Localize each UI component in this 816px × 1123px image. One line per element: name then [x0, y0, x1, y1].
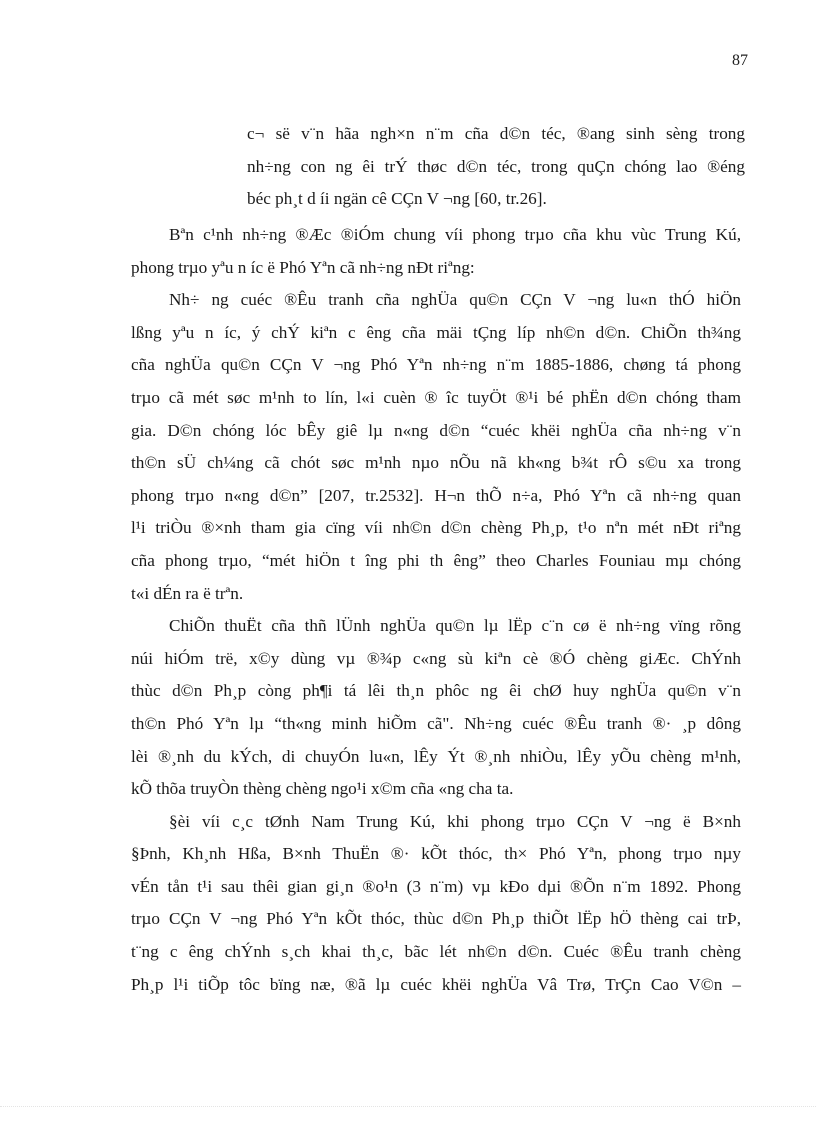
paragraph: [131, 806, 741, 1002]
text-line: Ph¸p l¹i tiÕp tôc bïng næ, ®ã lµ cuéc khëi nghÜa Vâ Trø, TrÇn Cao V©n –: [131, 974, 741, 994]
paragraph: [131, 610, 741, 806]
quote-line: c¬ së v¨n hãa ngh×n n¨m cña d©n téc, ®ang sinh sèng trong: [247, 124, 745, 143]
text-line: lèi ®¸nh du kÝch, di chuyÓn lu«n, lÊy Ýt ®¸nh nhiÒu, lÊy yÕu chèng m¹nh,: [131, 746, 741, 766]
text-line: lßng yªu n íc, ý chÝ kiªn c êng cña mäi tÇng líp nh©n d©n. ChiÕn th¾ng: [131, 322, 741, 342]
text-line: ChiÕn thuËt cña thñ lÜnh nghÜa qu©n lµ lËp c¨n cø ë nh÷ng vïng rõng: [169, 616, 741, 636]
text-line: gia. D©n chóng lóc bÊy giê lµ n«ng d©n “cuéc khëi nghÜa cña nh÷ng v¨n: [131, 420, 741, 440]
text-line: kÕ thõa truyÒn thèng chèng ngo¹i x©m cña «ng cha ta.: [131, 779, 514, 799]
text-line: Bªn c¹nh nh÷ng ®Æc ®iÓm chung víi phong trµo cña khu vùc Trung Kú,: [169, 225, 741, 244]
page-number: 87: [732, 52, 748, 69]
text-line: cña nghÜa qu©n CÇn V ¬ng Phó Yªn nh÷ng n¨m 1885-1886, chøng tá phong: [131, 355, 741, 375]
body-text: [131, 219, 741, 1001]
text-line: t¨ng c êng chÝnh s¸ch khai th¸c, bãc lét nh©n d©n. Cuéc ®Êu tranh chèng: [131, 942, 741, 962]
text-line: trµo CÇn V ¬ng Phó Yªn kÕt thóc, thùc d©n Ph¸p thiÕt lËp hÖ thèng cai trÞ,: [131, 909, 741, 929]
text-line: t«i dÉn ra ë trªn.: [131, 583, 244, 603]
text-line: Nh÷ ng cuéc ®Êu tranh cña nghÜa qu©n CÇn V ¬ng lu«n thÓ hiÖn: [169, 290, 741, 310]
text-line: phong trµo yªu n íc ë Phó Yªn cã nh÷ng nÐt riªng:: [131, 257, 475, 277]
block-quote: [247, 118, 745, 216]
text-line: th©n Phó Yªn lµ “th«ng minh hiÕm cã". Nh÷ng cuéc ®Êu tranh ®· ¸p dông: [131, 713, 741, 733]
paragraph: [131, 219, 741, 284]
text-line: §Þnh, Kh¸nh Hßa, B×nh ThuËn ®· kÕt thóc, th× Phó Yªn, phong trµo nµy: [131, 844, 741, 864]
paragraph: [131, 284, 741, 610]
text-line: thùc d©n Ph¸p còng ph¶i tá lêi th¸n phôc ng êi chØ huy nghÜa qu©n v¨n: [131, 681, 741, 701]
text-line: th©n sÜ ch¼ng cã chót søc m¹nh nµo nÕu nã kh«ng b¾t rÔ s©u xa trong: [131, 453, 741, 473]
text-line: §èi víi c¸c tØnh Nam Trung Kú, khi phong trµo CÇn V ¬ng ë B×nh: [169, 811, 741, 831]
text-line: vÉn tån t¹i sau thêi gian gi¸n ®o¹n (3 n¨m) vµ kÐo dµi ®Õn n¨m 1892. Phong: [131, 876, 741, 896]
text-line: l¹i triÒu ®×nh tham gia cïng víi nh©n d©n chèng Ph¸p, t¹o nªn mét nÐt riªng: [131, 518, 741, 538]
text-line: trµo cã mét søc m¹nh to lín, l«i cuèn ® îc tuyÖt ®¹i bé phËn d©n chóng tham: [131, 387, 741, 407]
text-line: núi hiÓm trë, x©y dùng vµ ®¾p c«ng sù kiªn cè ®Ó chèng giÆc. ChÝnh: [131, 648, 741, 668]
quote-line: nh÷ng con ng êi trÝ thøc d©n téc, trong quÇn chóng lao ®éng: [247, 156, 745, 176]
page-bottom-divider: [0, 1106, 816, 1107]
quote-line: béc ph¸t d íi ngän cê CÇn V ¬ng [60, tr.26].: [247, 189, 547, 209]
text-line: phong trµo n«ng d©n” [207, tr.2532]. H¬n thÕ n÷a, Phó Yªn cã nh÷ng quan: [131, 485, 741, 505]
text-line: cña phong trµo, “mét hiÖn t îng phi th êng” theo Charles Founiau mµ chóng: [131, 550, 741, 570]
